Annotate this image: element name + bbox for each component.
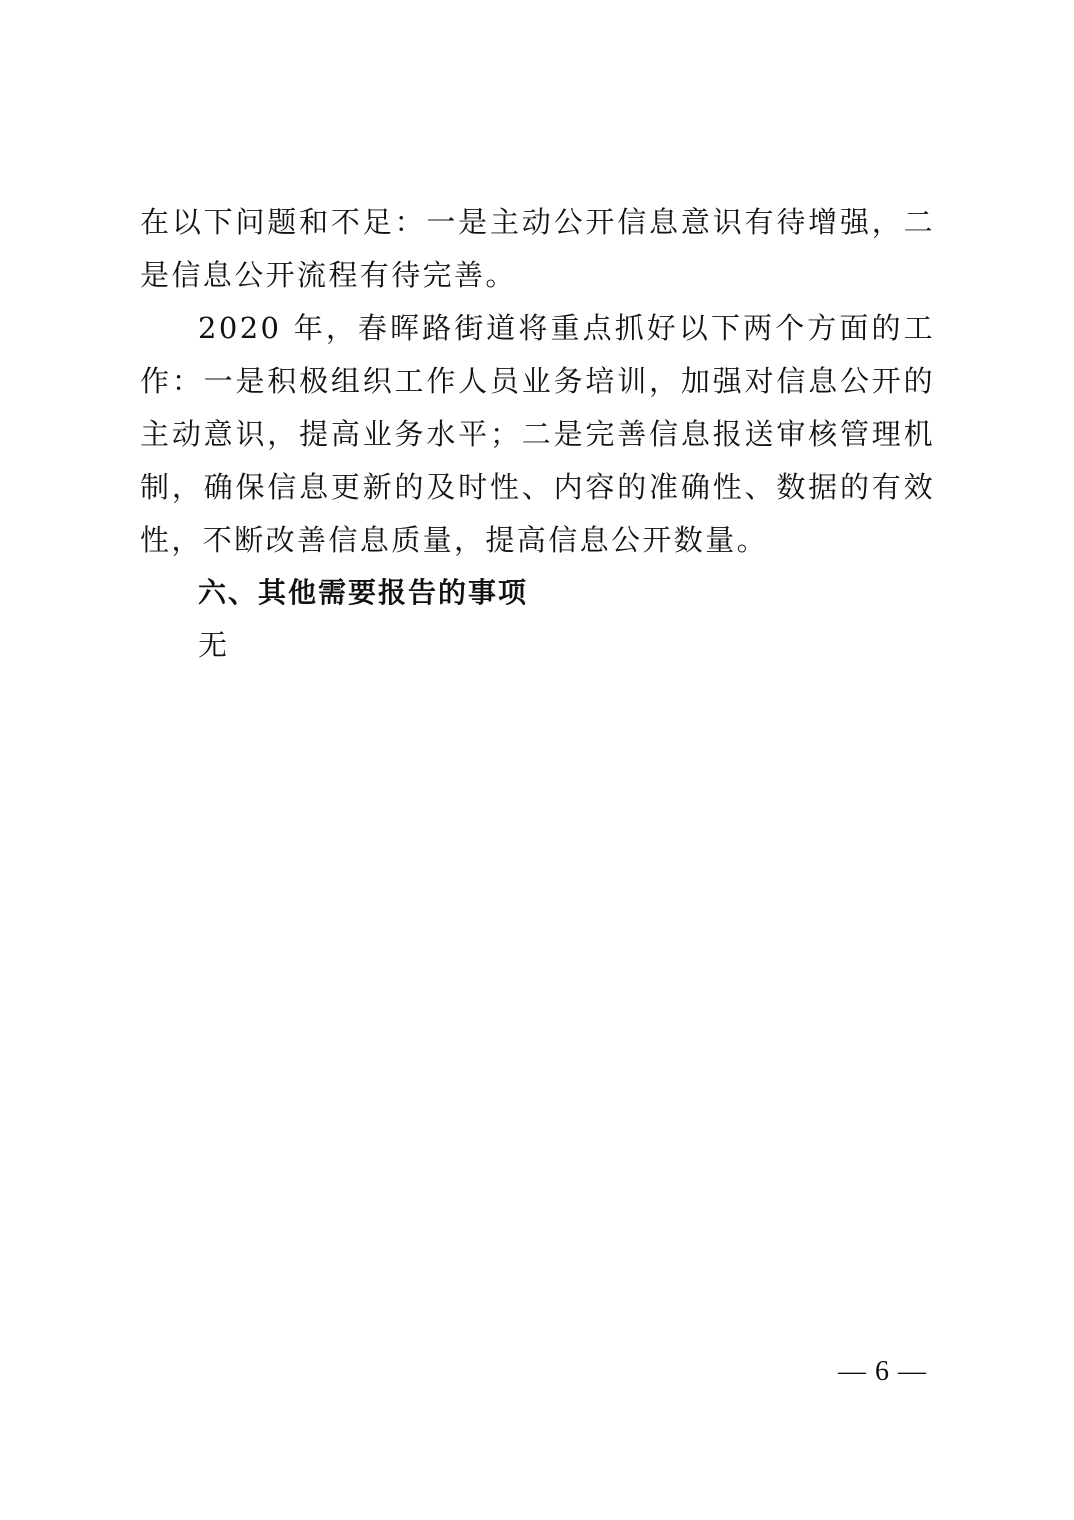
paragraph-2020-plan: 2020 年，春晖路街道将重点抓好以下两个方面的工作：一是积极组织工作人员业务培训，加强对信息公开的主动意识，提高业务水平；二是完善信息报送审核管理机制，确保信息更新的及时性、内容的准确性、数据的有效性，不断改善信息质量，提高信息公开数量。: [140, 311, 935, 557]
section-body-none: 无: [198, 628, 228, 662]
paragraph-issues: 在以下问题和不足：一是主动公开信息意识有待增强，二是信息公开流程有待完善。: [140, 205, 935, 292]
section-heading-other-matters: 六、其他需要报告的事项: [198, 576, 529, 609]
page-number: — 6 —: [838, 1356, 927, 1387]
